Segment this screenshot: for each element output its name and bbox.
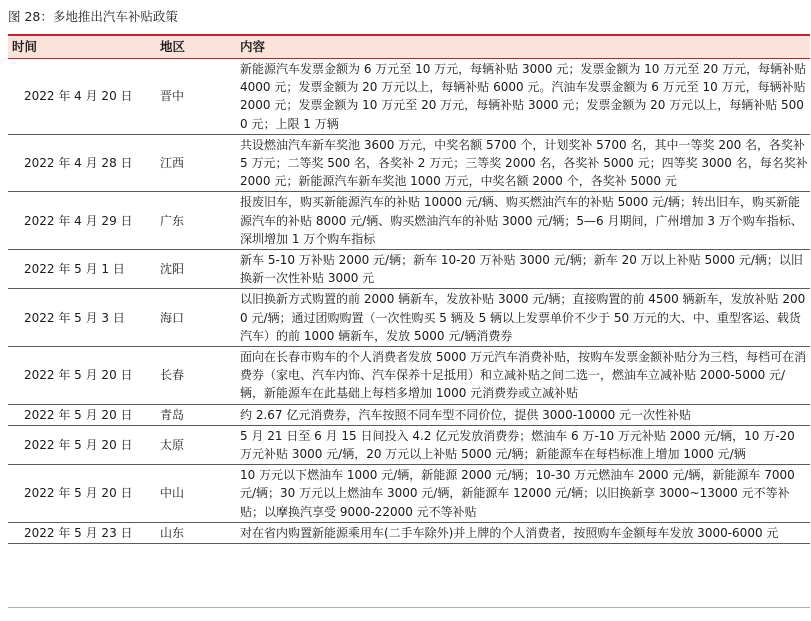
table-row <box>8 522 810 543</box>
table-row <box>8 134 810 192</box>
table-header <box>8 35 810 59</box>
cell-date: 2022 年 4 月 29 日 <box>8 192 148 250</box>
cell-region: 晋中 <box>148 59 230 135</box>
header-row <box>8 35 810 59</box>
cell-content: 5 月 21 日至 6 月 15 日间投入 4.2 亿元发放消费券；燃油车 6 万-10 万元补贴 2000 元/辆，10 万-20 万元补贴 3000 元/辆，20 万元以上补贴 5000 元/辆；新能源车在每档标准上增加 1000 元/辆 <box>230 425 810 464</box>
cell-date: 2022 年 5 月 23 日 <box>8 522 148 543</box>
policy-table <box>8 34 810 544</box>
table-row <box>8 59 810 135</box>
cell-content: 约 2.67 亿元消费券，汽车按照不同车型不同价位，提供 3000-10000 元一次性补贴 <box>230 404 810 425</box>
table-row <box>8 404 810 425</box>
header-region: 地区 <box>148 35 230 59</box>
header-content: 内容 <box>230 35 810 59</box>
cell-date: 2022 年 5 月 20 日 <box>8 465 148 523</box>
cell-date: 2022 年 5 月 20 日 <box>8 404 148 425</box>
cell-region: 沈阳 <box>148 250 230 289</box>
table-row <box>8 192 810 250</box>
cell-region: 山东 <box>148 522 230 543</box>
cell-content: 对在省内购置新能源乘用车(二手车除外)并上牌的个人消费者，按照购车金额每车发放 3000-6000 元 <box>230 522 810 543</box>
table-body <box>8 59 810 544</box>
cell-date: 2022 年 5 月 20 日 <box>8 425 148 464</box>
cell-date: 2022 年 5 月 1 日 <box>8 250 148 289</box>
cell-date: 2022 年 5 月 20 日 <box>8 347 148 405</box>
header-date: 时间 <box>8 35 148 59</box>
cell-region: 海口 <box>148 289 230 347</box>
table-row <box>8 250 810 289</box>
cell-region: 太原 <box>148 425 230 464</box>
cell-content: 面向在长春市购车的个人消费者发放 5000 万元汽车消费补贴，按购车发票金额补贴分为三档，每档可在消费券（家电、汽车内饰、汽车保养十足抵用）和立减补贴之间二选一，燃油车立减补贴 2000-5000 元/辆，新能源车在此基础上每档多增加 1000 元消费券或立减补贴 <box>230 347 810 405</box>
cell-date: 2022 年 4 月 20 日 <box>8 59 148 135</box>
cell-content: 10 万元以下燃油车 1000 元/辆，新能源 2000 元/辆；10-30 万元燃油车 2000 元/辆，新能源车 7000 元/辆；30 万元以上燃油车 3000 元/辆，新能源车 12000 元/辆；以旧换新享 3000~13000 元不等补贴；以摩换汽享受 9000-22000 元不等补贴 <box>230 465 810 523</box>
table-row <box>8 289 810 347</box>
figure-title: 图 28：多地推出汽车补贴政策 <box>8 9 178 24</box>
table-row <box>8 425 810 464</box>
footer-divider <box>8 607 810 608</box>
cell-content: 共设燃油汽车新车奖池 3600 万元，中奖名额 5700 个，计划奖补 5700 名，其中一等奖 200 名，各奖补 5 万元；二等奖 500 名，各奖补 2 万元；三等奖 2000 名，各奖补 5000 元；四等奖 3000 名，每名奖补 2000 元；新能源汽车新车奖池 1000 万元，中奖名额 2000 个，各奖补 5000 元 <box>230 134 810 192</box>
cell-content: 新能源汽车发票金额为 6 万元至 10 万元，每辆补贴 3000 元；发票金额为 10 万元至 20 万元，每辆补贴 4000 元；发票金额为 20 万元以上，每辆补贴 6000 元。汽油车发票金额为 6 万元至 10 万元，每辆补贴 2000 元；发票金额为 10 万元至 20 万元，每辆补贴 3000 元；发票金额为 20 万元以上，每辆补贴 5000 元；上限 1 万辆 <box>230 59 810 135</box>
cell-content: 以旧换新方式购置的前 2000 辆新车，发放补贴 3000 元/辆；直接购置的前 4500 辆新车，发放补贴 2000 元/辆；通过团购购置（一次性购买 5 辆及 5 辆以上发票单价不少于 50 万元的大、中、重型客运、载货汽车）的前 1000 辆新车，发放 5000 元/辆消费券 <box>230 289 810 347</box>
cell-date: 2022 年 5 月 3 日 <box>8 289 148 347</box>
cell-region: 广东 <box>148 192 230 250</box>
table-row <box>8 465 810 523</box>
cell-region: 江西 <box>148 134 230 192</box>
cell-content: 新车 5-10 万补贴 2000 元/辆；新车 10-20 万补贴 3000 元/辆；新车 20 万以上补贴 5000 元/辆；以旧换新一次性补贴 3000 元 <box>230 250 810 289</box>
cell-region: 长春 <box>148 347 230 405</box>
cell-region: 青岛 <box>148 404 230 425</box>
cell-date: 2022 年 4 月 28 日 <box>8 134 148 192</box>
table-row <box>8 347 810 405</box>
cell-content: 报废旧车，购买新能源汽车的补贴 10000 元/辆、购买燃油汽车的补贴 5000 元/辆；转出旧车，购买新能源汽车的补贴 8000 元/辆、购买燃油汽车的补贴 3000 元/辆；5—6 月期间，广州增加 3 万个购车指标、深圳增加 1 万个购车指标 <box>230 192 810 250</box>
cell-region: 中山 <box>148 465 230 523</box>
